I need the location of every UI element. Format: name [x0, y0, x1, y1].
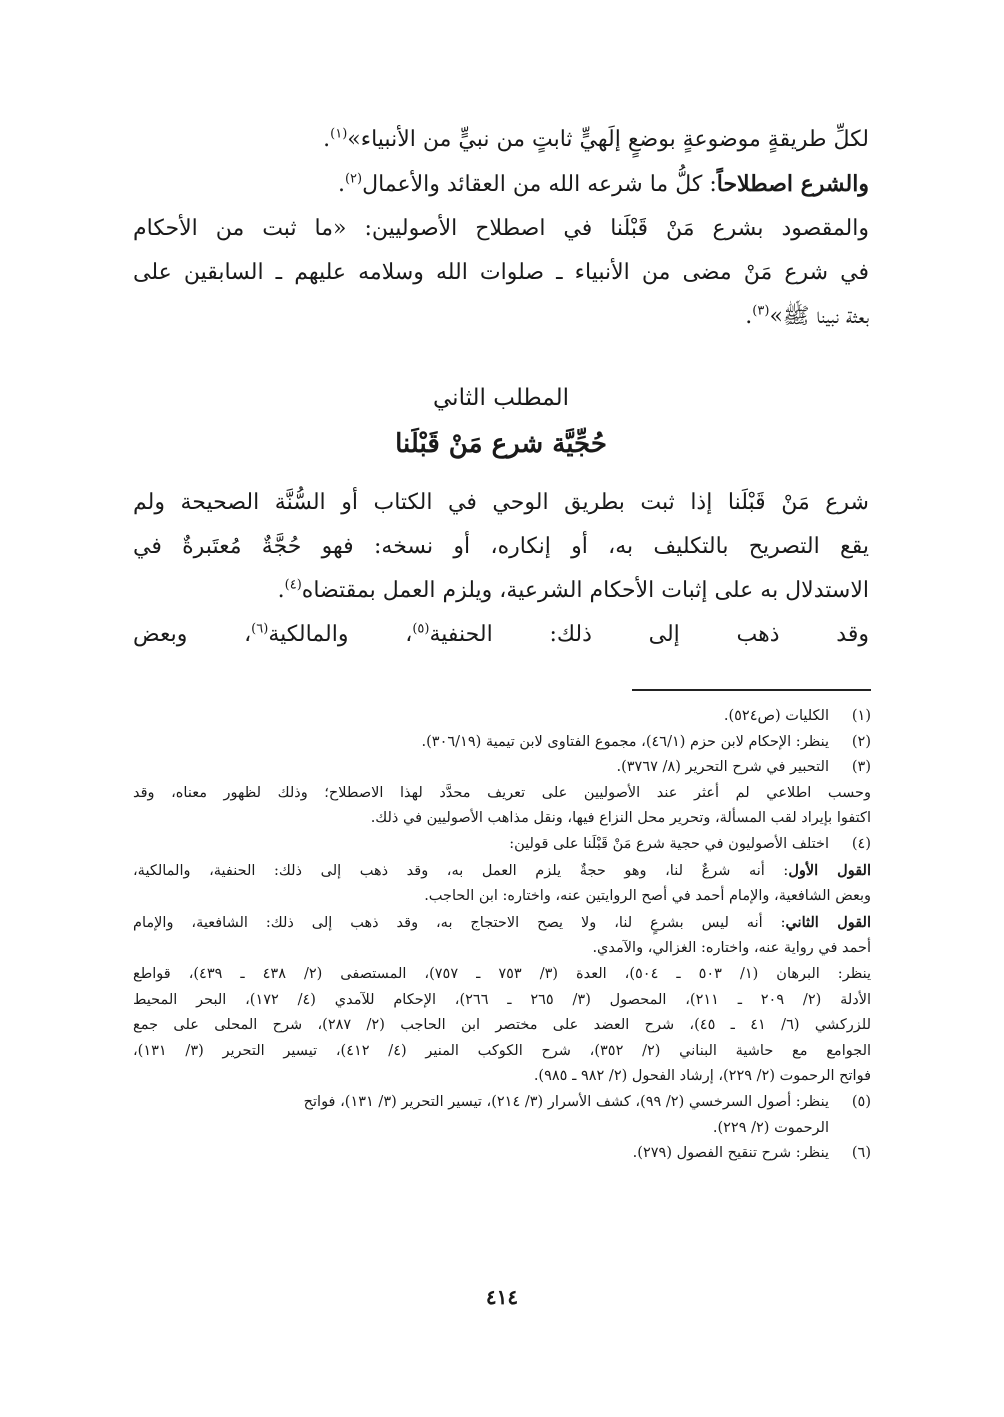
footnote-text: الجوامع مع حاشية البناني (٢/ ٣٥٢)، شرح الكوكب المنير (٤/ ٤١٢)، تيسير التحرير (٣/ ١٣١)، [133, 1042, 872, 1059]
intro-paragraphs [133, 118, 869, 339]
footnote-text-line [133, 1116, 871, 1142]
body-text: ، وبعض [133, 622, 252, 647]
footnote-1 [133, 704, 871, 730]
body-line: الاستدلال به على إثبات الأحكام الشرعية، ويلزم العمل بمقتضاه$^{(٤)}$. [277, 577, 869, 603]
body-text: شرع مَنْ قَبْلَنا إذا ثبت بطريق الوحي في الكتاب أو السُّنَّة الصحيحة ولم [133, 490, 869, 515]
footnote-6 [133, 1141, 871, 1167]
footnote-number: (٤) [851, 835, 871, 852]
footnote-number: (٢) [851, 733, 871, 750]
footnote-text-line [133, 806, 871, 832]
footnote-text-line [133, 1013, 871, 1039]
body-text: بعثة نبينا ﷺ» [769, 304, 869, 329]
footnote-text: وبعض الشافعية، والإمام أحمد في أصح الروايتين عنه، واختاره: ابن الحاجب. [424, 888, 871, 905]
footnote-text: : أنه شرعٌ لنا، وهو حجةٌ يلزم العمل به، وقد ذهب إلى ذلك: الحنفية، والمالكية، [133, 862, 789, 879]
body-text: والمقصود بشرع مَنْ قَبْلَنا في اصطلاح الأصوليين: «ما ثبت من الأحكام [133, 216, 869, 241]
footnote-ref: (٤) [284, 577, 302, 593]
body-line [133, 481, 869, 525]
footnote-text: الرحموت (٢/ ٢٢٩). [712, 1119, 829, 1136]
footnote-text-line [133, 988, 871, 1014]
body-text: في شرع مَنْ مضى من الأنبياء ـ صلوات الله وسلامه عليهم ـ السابقين على [133, 260, 869, 285]
page-number: ٤١٤ [485, 1285, 519, 1309]
body-line: لكلِّ طريقةٍ موضوعةٍ بوضعٍ إلَهيٍّ ثابتٍ من نبيٍّ من الأنبياء»$^{(١)}$. [323, 126, 869, 152]
footnote-text: اختلف الأصوليون في حجية شرع مَنْ قَبْلَنا على قولين: [509, 835, 829, 852]
footnote-text: ينظر: البرهان (١/ ٥٠٣ ـ ٥٠٤)، العدة (٣/ ٧٥٣ ـ ٧٥٧)، المستصفى (٢/ ٤٣٨ ـ ٤٣٩)، قواطع [133, 965, 872, 982]
footnote-2 [133, 730, 871, 756]
body-text: وقد ذهب إلى ذلك: الحنفية [429, 622, 869, 647]
footnote-number: (٥) [851, 1093, 871, 1110]
footnote-ref: (٦) [251, 621, 269, 637]
footnote-4 [133, 832, 871, 858]
footnote-text-line [133, 1039, 871, 1065]
footnote-text: : أنه ليس بشرعٍ لنا، ولا يصح الاحتجاج به، وقد ذهب إلى ذلك: الشافعية، والإمام [133, 914, 786, 931]
footnote-ref: (١) [330, 126, 348, 142]
opinion-label: القول الأول [788, 861, 871, 879]
body-line [133, 251, 869, 295]
body-text: الاستدلال به على إثبات الأحكام الشرعية، ويلزم العمل بمقتضاه [301, 578, 869, 603]
body-line: بعثة نبينا ﷺ»$^{(٣)}$. [745, 303, 869, 329]
body-text: ، والمالكية [268, 622, 413, 647]
footnote-text-line [133, 910, 871, 937]
footnote-text-line [133, 936, 871, 962]
footnote-number: (٣) [851, 759, 871, 776]
definition-term: والشرع اصطلاحاً [716, 171, 869, 197]
footnote-text: ينظر: الإحكام لابن حزم (٤٦/١)، مجموع الفتاوى لابن تيمية (٣٠٦/١٩). [421, 733, 829, 750]
footnote-text-line [133, 1064, 871, 1090]
section-title: حُجِّيَّة شرع مَنْ قَبْلَنا [395, 429, 607, 459]
footnote-text-line [133, 781, 871, 807]
footnote-text: للزركشي (٦/ ٤١ ـ ٤٥)، شرح العضد على مختصر ابن الحاجب (٢/ ٢٨٧)، شرح المحلى على جمع [133, 1017, 871, 1034]
footnote-number: (٦) [851, 1145, 871, 1162]
footnote-ref: (٢) [344, 171, 363, 187]
footnote-text: ينظر: أصول السرخسي (٢/ ٩٩)، كشف الأسرار (٣/ ٢١٤)، تيسير التحرير (٣/ ١٣١)، فواتح [303, 1093, 829, 1110]
body-text: : كلُّ ما شرعه الله من العقائد والأعمال [362, 172, 717, 197]
body-line [133, 613, 869, 657]
footnote-text: الكليات (ص٥٢٤). [723, 708, 829, 724]
footnote-number: (١) [851, 708, 871, 724]
footnote-text-line [133, 962, 871, 988]
footnote-text-line [133, 884, 871, 910]
section-subtitle: المطلب الثاني [433, 385, 569, 411]
footnote-text: ينظر: شرح تنقيح الفصول (٢٧٩). [632, 1145, 829, 1162]
body-line [133, 525, 869, 569]
footnote-ref: (٣) [752, 303, 770, 319]
body-text: لكلِّ طريقةٍ موضوعةٍ بوضعٍ إلَهيٍّ ثابتٍ من نبيٍّ من الأنبياء» [347, 127, 869, 152]
footnotes [133, 704, 871, 1167]
footnote-separator [632, 689, 871, 691]
footnote-ref: (٥) [412, 621, 430, 637]
footnote-text: الأدلة (٢/ ٢٠٩ ـ ٢١١)، المحصول (٣/ ٢٦٥ ـ ٢٦٦)، الإحكام للآمدي (٤/ ١٧٢)، البحر المحيط [133, 991, 872, 1008]
footnote-3 [133, 755, 871, 781]
footnote-text: التحبير في شرح التحرير (٨/ ٣٧٦٧). [616, 759, 829, 776]
footnote-text: فواتح الرحموت (٢/ ٢٢٩)، إرشاد الفحول (٢/ ٩٨٢ ـ ٩٨٥). [533, 1068, 871, 1085]
opinion-label: القول الثاني [785, 913, 872, 931]
body-line: والشرع اصطلاحاً: كلُّ ما شرعه الله من العقائد والأعمال$^{(٢)}$. [337, 171, 869, 197]
main-paragraph [133, 481, 869, 657]
footnote-5 [133, 1090, 871, 1116]
footnote-text-line [133, 858, 871, 885]
footnote-text: اكتفوا بإيراد لقب المسألة، وتحرير محل النزاع فيها، ونقل مذاهب الأصوليين في ذلك. [370, 810, 871, 827]
body-text: يقع التصريح بالتكليف به، أو إنكاره، أو نسخه: فهو حُجَّةٌ مُعتَبرةٌ في [133, 534, 869, 559]
footnote-text: وحسب اطلاعي لم أعثر عند الأصوليين على تعريف محدَّد لهذا الاصطلاح؛ وذلك لظهور معناه، وقد [133, 784, 871, 801]
body-line [133, 207, 869, 251]
section-heading [133, 378, 869, 466]
footnote-text: أحمد في رواية عنه، واختاره: الغزالي، والآمدي. [592, 940, 871, 957]
